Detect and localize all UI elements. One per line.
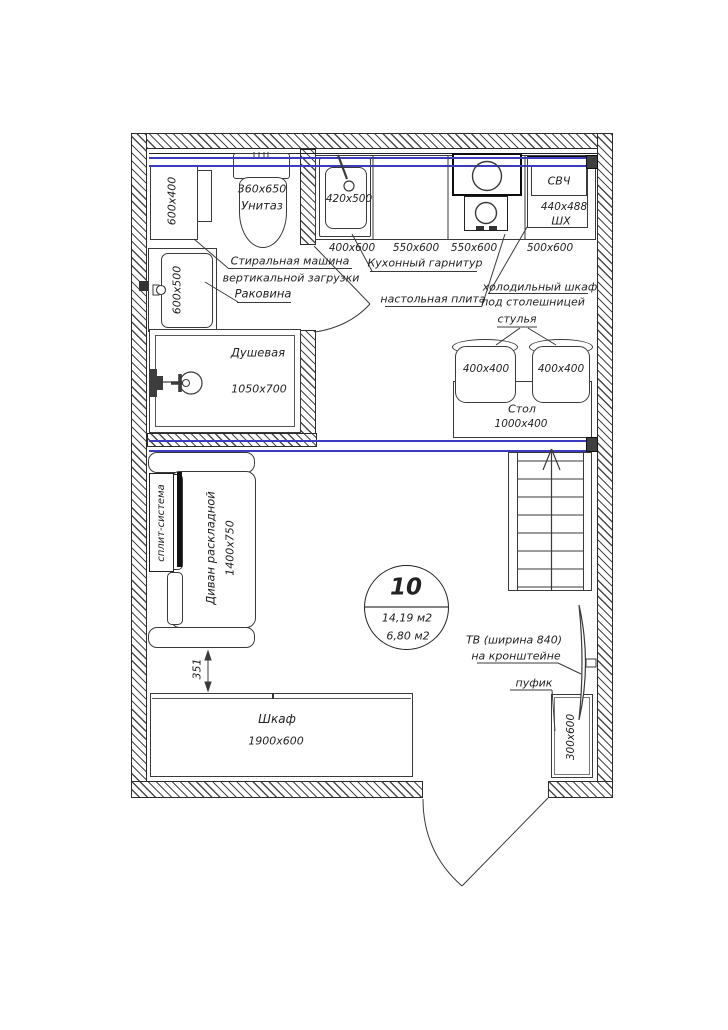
wall-bottom-right bbox=[548, 781, 613, 798]
room-area-loft: 6,80 м2 bbox=[386, 629, 430, 643]
chairs-label: стулья bbox=[497, 312, 537, 326]
toilet-size: 360x650 bbox=[237, 182, 287, 196]
tv-label-2: на кронштейне bbox=[471, 649, 561, 663]
stove-label: настольная плита bbox=[380, 292, 486, 306]
dim-351-value: 351 bbox=[190, 658, 204, 680]
wardrobe-size: 1900x600 bbox=[248, 734, 304, 748]
stairs bbox=[508, 452, 592, 591]
bath-partition-lower bbox=[300, 330, 316, 447]
sofa-name: Диван раскладной bbox=[203, 491, 218, 605]
bath-door-swing bbox=[315, 304, 370, 332]
table-size: 1000x400 bbox=[494, 417, 548, 430]
chair-right-size: 400x400 bbox=[537, 362, 585, 375]
sofa-back-cushion bbox=[167, 572, 183, 625]
shower-mixer-body bbox=[156, 376, 163, 390]
split-system-front bbox=[177, 472, 182, 567]
counter-section-size-4: 500x600 bbox=[526, 241, 574, 254]
fridge-label-1: холодильный шкаф bbox=[482, 280, 598, 294]
leader-tv bbox=[477, 663, 581, 674]
counter-section-size-1: 400x600 bbox=[328, 241, 376, 254]
loft-post-mid bbox=[586, 437, 598, 452]
fridge-size: 440x488 bbox=[540, 200, 588, 213]
dim-351-arrow-top bbox=[205, 651, 211, 660]
loft-edge-blue-mid-2 bbox=[149, 450, 587, 452]
tv-label-1: ТВ (ширина 840) bbox=[465, 633, 563, 647]
sofa-size: 1400x750 bbox=[223, 520, 237, 576]
wall-bottom-left bbox=[131, 781, 423, 798]
counter-section-size-2: 550x600 bbox=[392, 241, 440, 254]
counter-section-size-3: 550x600 bbox=[450, 241, 498, 254]
microwave-label: СВЧ bbox=[547, 174, 571, 188]
stove bbox=[452, 153, 522, 196]
fridge-label-2: под столешницей bbox=[481, 295, 585, 309]
loft-edge-blue-mid-1 bbox=[149, 440, 587, 442]
toilet-name: Унитаз bbox=[241, 198, 283, 213]
room-area-main: 14,19 м2 bbox=[381, 611, 433, 625]
wall-right bbox=[597, 133, 613, 798]
tv-bracket bbox=[586, 659, 596, 667]
bath-sink-bowl bbox=[161, 253, 213, 328]
split-system-label: сплит-система bbox=[156, 484, 167, 562]
wardrobe-name: Шкаф bbox=[258, 712, 296, 726]
water-point bbox=[139, 281, 148, 291]
bath-sink-name: Раковина bbox=[234, 286, 292, 301]
bath-sink-size: 600x500 bbox=[170, 265, 184, 315]
wardrobe-inner-line bbox=[152, 698, 411, 699]
kitchen-sink-size: 420x500 bbox=[325, 192, 373, 205]
pouf-size: 300x600 bbox=[564, 713, 577, 761]
loft-post-top bbox=[586, 155, 598, 169]
dim-351-arrow-bottom bbox=[205, 682, 211, 691]
wall-top bbox=[131, 133, 613, 149]
leader-pouf bbox=[510, 690, 555, 731]
stove-knob bbox=[489, 226, 497, 230]
washing-machine-label-1: Стиральная машина bbox=[230, 254, 350, 268]
fridge-abbr: ШХ bbox=[551, 214, 571, 228]
sofa-armrest-top bbox=[148, 452, 255, 473]
shower-size: 1050x700 bbox=[231, 382, 287, 396]
stove-knob bbox=[476, 226, 484, 230]
bath-partition-upper bbox=[300, 149, 316, 245]
loft-edge-blue-top-2 bbox=[149, 165, 589, 167]
wardrobe-door-split bbox=[272, 693, 274, 699]
room-number: 10 bbox=[389, 574, 423, 601]
washing-machine-lid bbox=[197, 170, 212, 222]
washing-machine-label-2: вертикальной загрузки bbox=[222, 271, 360, 285]
shower-name: Душевая bbox=[230, 345, 286, 360]
wall-left bbox=[131, 133, 147, 798]
stove-lower bbox=[464, 196, 508, 231]
chair-left-size: 400x400 bbox=[462, 362, 510, 375]
table-name: Стол bbox=[508, 402, 536, 416]
pouf-name: пуфик bbox=[515, 676, 553, 690]
entry-door-swing bbox=[423, 799, 462, 886]
entry-door-leaf bbox=[462, 798, 548, 886]
sofa-armrest-bottom bbox=[148, 627, 255, 648]
kitchen-unit-label: Кухонный гарнитур bbox=[367, 256, 483, 270]
washing-machine-size: 600x400 bbox=[165, 176, 179, 226]
loft-edge-blue-top-1 bbox=[149, 157, 589, 159]
